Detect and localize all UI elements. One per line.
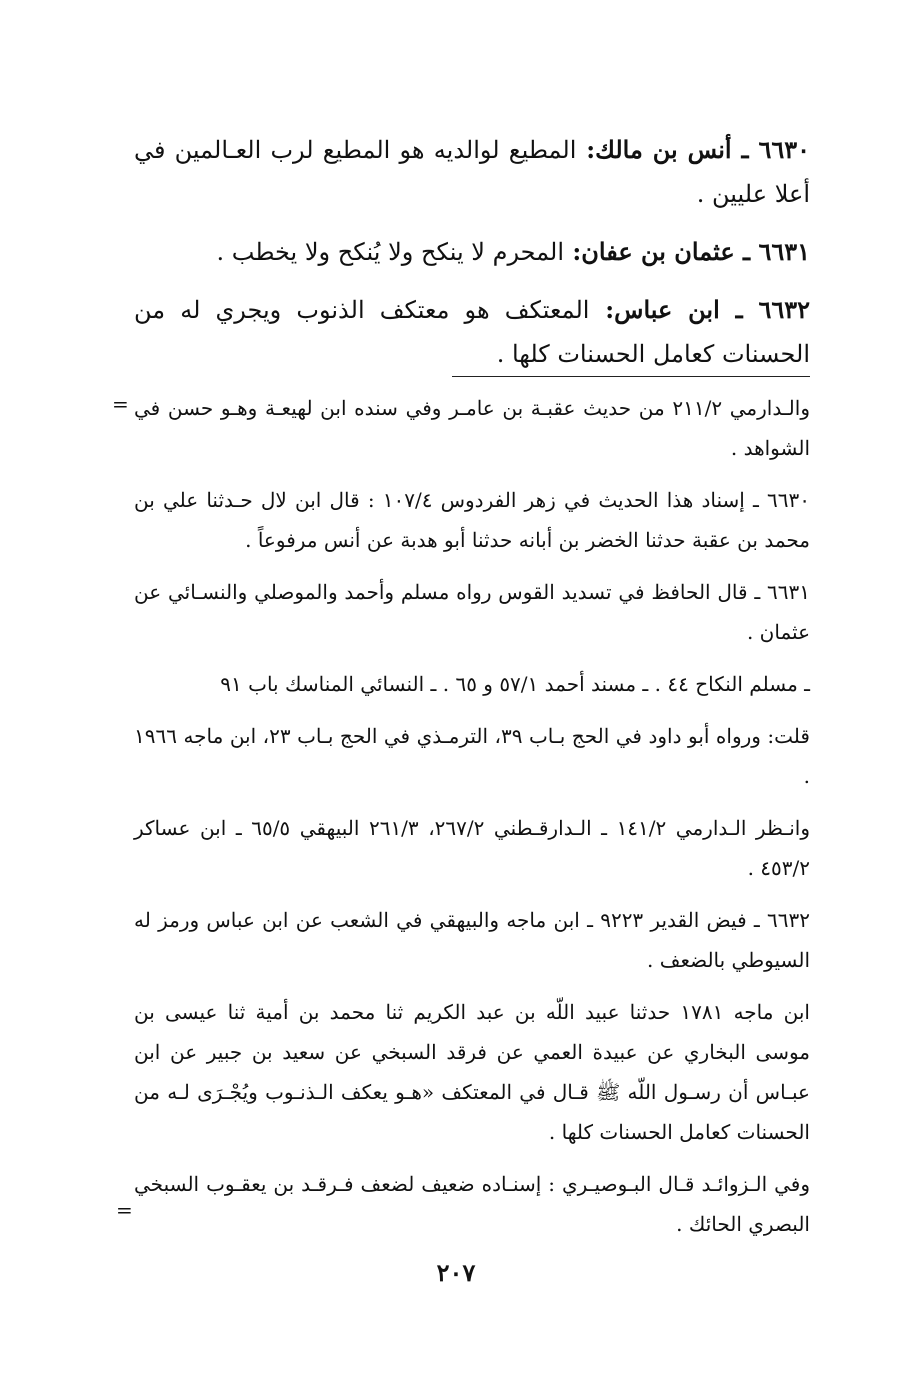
entry-6631: ٦٦٣١ ـ عثمان بن عفان: المحرم لا ينكح ولا يُنكح ولا يخطب . [216,237,810,266]
footnote-paragraph: ـ مسلم النكاح ٤٤ . ـ مسند أحمد ٥٧/١ و ٦٥ . ـ النسائي المناسك باب ٩١ [220,672,810,696]
entry-narrator: أنس بن مالك [595,135,732,164]
footnote-paragraph: ٦٦٣١ ـ قال الحافظ في تسديد القوس رواه مسلم وأحمد والموصلي والنسـائي عن عثمان . [134,580,810,644]
entry-text: المعتكف هو معتكف الذنوب ويجري له من الحسنات كعامل الحسنات كلها . [134,296,810,368]
entry-narrator: ابن عباس [614,295,720,324]
footnote-paragraph: ٦٦٣٠ ـ إسناد هذا الحديث في زهر الفردوس ١٠٧/٤ : قال ابن لال حـدثنا علي بن محمد بن عقبة حدثنا الخضر بن أبانه حدثنا أبو هدبة عن أنس مرفوعاً . [134,488,810,552]
footnote-paragraph: قلت: ورواه أبو داود في الحج بـاب ٣٩، الترمـذي في الحج بـاب ٢٣، ابن ماجه ١٩٦٦ . [134,724,810,788]
entry-6632: ٦٦٣٢ ـ ابن عباس: المعتكف هو معتكف الذنوب ويجري له من الحسنات كعامل الحسنات كلها . [134,295,811,368]
footnote-paragraph: ابن ماجه ١٧٨١ حدثنا عبيد اللّه بن عبد الكريم ثنا محمد بن أمية ثنا عيسى بن موسى البخاري عن عبيدة العمي عن فرقد السبخي عن سعيد بن جبير عن ابن عبـاس أن رسـول اللّه ﷺ قـال في المعتكف «هـو يعكف الـذنـوب ويُجْـرَى لـه من الحسنات كعامل الحسنات كلها . [134,1000,810,1144]
entry-narrator: عثمان بن عفان [581,237,735,266]
footnote-paragraph: وانـظر الـدارمي ١٤١/٢ ـ الـدارقـطني ٢٦٧/٢، ٢٦١/٣ البيهقي ٦٥/٥ ـ ابن عساكر ٤٥٣/٢ . [134,816,811,880]
entry-number: ٦٦٣١ [758,237,810,266]
continuation-mark: = [112,392,129,416]
footnotes [134,388,810,1256]
main-text [134,128,810,390]
footnote-paragraph: ٦٦٣٢ ـ فيض القدير ٩٢٢٣ ـ ابن ماجه والبيهقي في الشعب عن ابن عباس ورمز له السيوطي بالضعف . [134,908,810,972]
entry-6630: ٦٦٣٠ ـ أنس بن مالك: المطيع لوالديه هو المطيع لرب العـالمين في أعلا عليين . [134,135,810,208]
entry-text: المحرم لا ينكح ولا يُنكح ولا يخطب . [216,238,565,266]
footnote-paragraph: والـدارمي ٢١١/٢ من حديث عقبـة بن عامـر وفي سنده ابن لهيعـة وهـو حسن في الشواهد . [134,396,810,460]
footnote-paragraph: وفي الـزوائـد قـال البـوصيـري : إسنـاده ضعيف لضعف فـرقـد بن يعقـوب السبخي البصري الحائك . [134,1172,810,1236]
end-mark: = [116,1198,133,1222]
entry-number: ٦٦٣٠ [758,135,810,164]
entry-number: ٦٦٣٢ [758,295,811,324]
footnote-separator [452,376,810,377]
page-number: ٢٠٧ [436,1258,476,1287]
entry-text: المطيع لوالديه هو المطيع لرب العـالمين في أعلا عليين . [134,136,810,208]
